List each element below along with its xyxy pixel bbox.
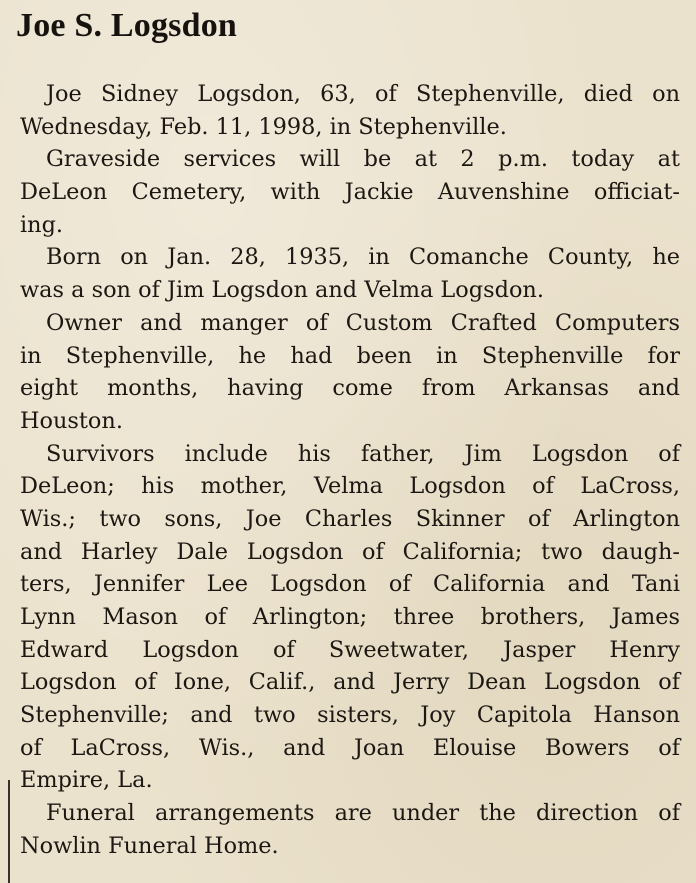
obituary-headline: Joe S. Logsdon <box>16 7 238 44</box>
clipping-edge-line <box>8 780 10 883</box>
paragraph-arrangements <box>20 797 680 862</box>
text-line: Lynn Mason of Arlington; three brothers, James <box>20 604 680 630</box>
text-line: Houston. <box>20 407 123 434</box>
text-line: Graveside services will be at 2 p.m. today at <box>46 146 680 173</box>
text-line: eight months, having come from Arkansas and <box>20 375 680 402</box>
paragraph-career <box>20 307 680 438</box>
text-line: Empire, La. <box>20 767 153 794</box>
text-line: Joe Sidney Logsdon, 63, of Stephenville, died on <box>46 81 680 107</box>
text-line: Logsdon of Ione, Calif., and Jerry Dean Logsdon of <box>20 669 680 696</box>
text-line: and Harley Dale Logsdon of California; two daugh- <box>20 538 680 565</box>
text-line: DeLeon; his mother, Velma Logsdon of LaCross, <box>20 473 680 500</box>
text-line: DeLeon Cemetery, with Jackie Auvenshine officiat- <box>20 179 680 206</box>
text-line: Survivors include his father, Jim Logsdon of <box>46 440 680 467</box>
text-line: in Stephenville, he had been in Stephenville for <box>20 342 680 369</box>
text-line: was a son of Jim Logsdon and Velma Logsdon. <box>20 277 544 304</box>
text-line: ing. <box>20 211 64 238</box>
text-line: of LaCross, Wis., and Joan Elouise Bowers of <box>20 734 680 761</box>
text-line: Nowlin Funeral Home. <box>20 832 279 859</box>
paragraph-survivors <box>20 438 680 798</box>
text-line: Wis.; two sons, Joe Charles Skinner of Arlington <box>20 505 680 532</box>
text-line: Edward Logsdon of Sweetwater, Jasper Henry <box>20 636 680 663</box>
text-line: Funeral arrangements are under the direction of <box>46 800 680 827</box>
text-line: Stephenville; and two sisters, Joy Capitola Hanson <box>20 702 680 729</box>
text-line: ters, Jennifer Lee Logsdon of California and Tani <box>20 571 680 598</box>
paragraph-death-notice <box>20 78 680 143</box>
text-line: Born on Jan. 28, 1935, in Comanche County, he <box>46 244 680 271</box>
text-line: Owner and manger of Custom Crafted Computers <box>46 309 680 336</box>
obituary-body <box>20 78 680 863</box>
paragraph-services <box>20 143 680 241</box>
text-line: Wednesday, Feb. 11, 1998, in Stephenville. <box>20 113 507 140</box>
paragraph-birth <box>20 241 680 306</box>
